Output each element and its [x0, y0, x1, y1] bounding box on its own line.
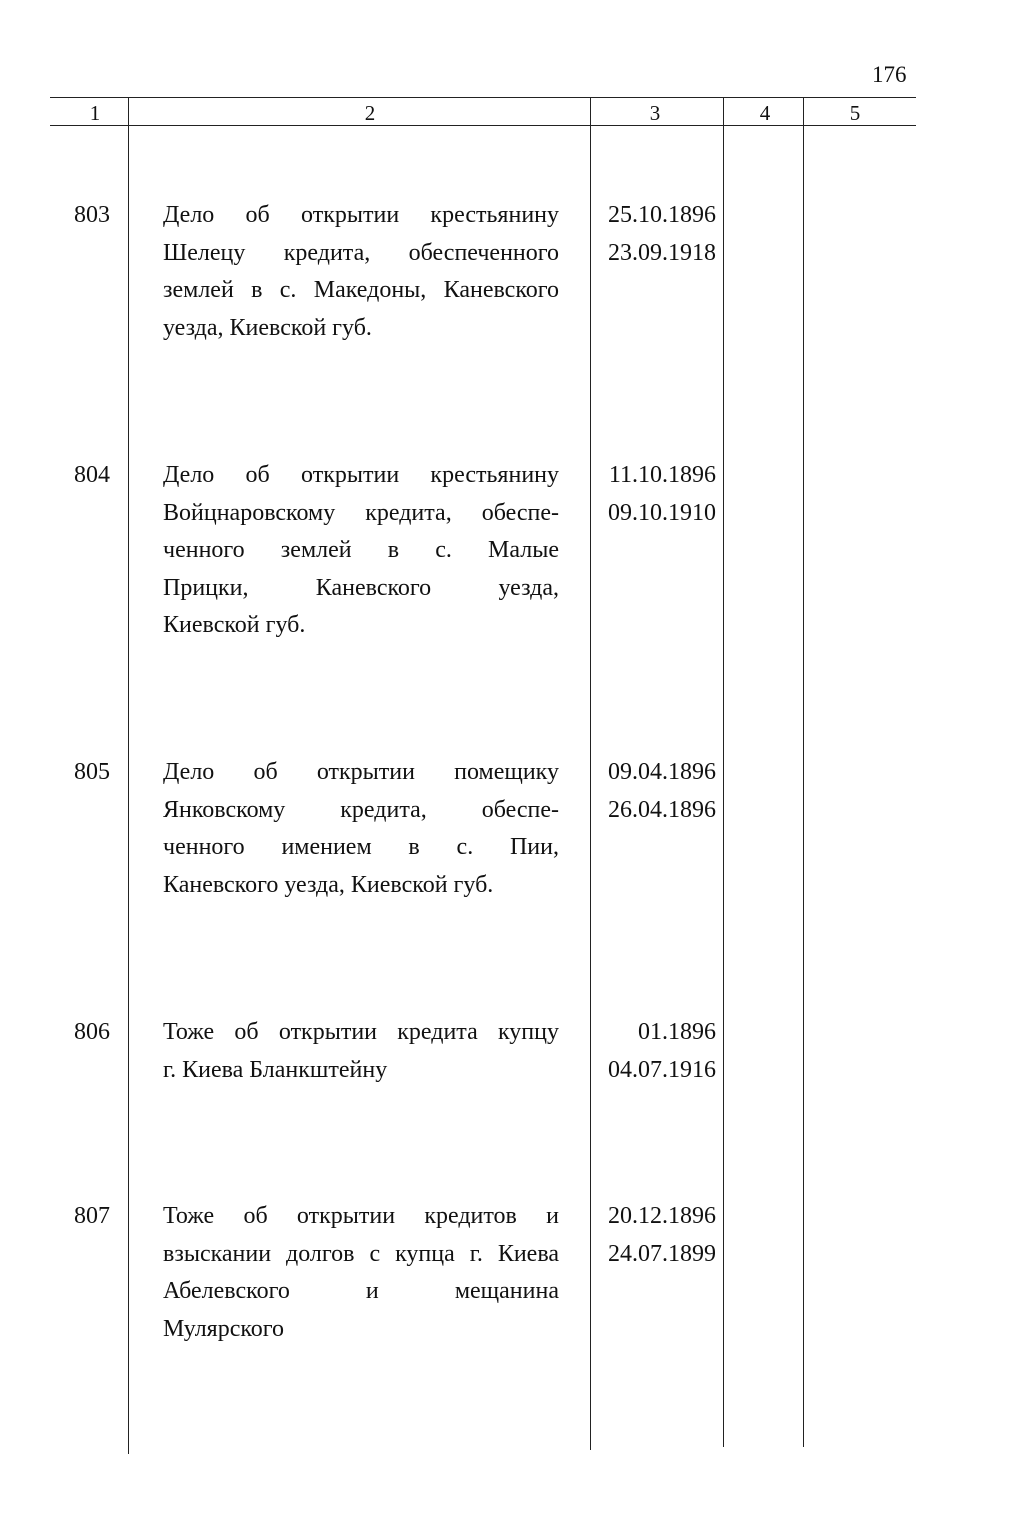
end-date: 26.04.1896 [608, 796, 716, 823]
row-number: 806 [74, 1019, 110, 1045]
column-divider [803, 97, 804, 1447]
start-date: 20.12.1896 [608, 1203, 716, 1229]
column-header-5: 5 [849, 101, 861, 125]
start-date: 09.04.1896 [608, 759, 716, 785]
row-number: 803 [74, 202, 110, 228]
row-dates [592, 197, 716, 272]
row-description [163, 1014, 559, 1089]
table-top-rule [50, 97, 916, 98]
end-date: 09.10.1910 [608, 499, 716, 526]
description-line: Дело об открытии крестьянину [163, 462, 559, 488]
description-line: взыскании долгов с купца г. Киева [163, 1240, 559, 1267]
column-header-3: 3 [649, 101, 661, 125]
end-date: 23.09.1918 [608, 239, 716, 266]
description-line: Янковскому кредита, обеспе- [163, 796, 559, 823]
page-number: 176 [872, 62, 907, 87]
description-line: Прицки, Каневского уезда, [163, 574, 559, 601]
row-number: 807 [74, 1203, 110, 1229]
description-line: Каневского уезда, Киевской губ. [163, 871, 494, 898]
column-header-2: 2 [364, 101, 376, 125]
row-dates [592, 1198, 716, 1273]
description-line: Тоже об открытии кредита купцу [163, 1019, 559, 1045]
description-line: Дело об открытии крестьянину [163, 202, 559, 228]
row-dates [592, 457, 716, 532]
description-line: Войцнаровскому кредита, обеспе- [163, 499, 559, 526]
column-divider [723, 97, 724, 1447]
description-line: ченного имением в с. Пии, [163, 834, 559, 860]
end-date: 04.07.1916 [608, 1056, 716, 1083]
column-header-1: 1 [89, 101, 101, 125]
row-description [163, 197, 559, 347]
description-line: Дело об открытии помещику [163, 759, 559, 785]
row-dates [592, 1014, 716, 1089]
row-number: 805 [74, 759, 110, 785]
description-line: землей в с. Македоны, Каневского [163, 277, 559, 303]
header-bottom-rule [50, 125, 916, 126]
description-line: Шелецу кредита, обеспеченного [163, 239, 559, 266]
row-description [163, 457, 559, 645]
column-divider [128, 97, 129, 1454]
start-date: 11.10.1896 [608, 462, 716, 488]
start-date: 01.1896 [638, 1019, 716, 1045]
description-line: Абелевского и мещанина [163, 1278, 559, 1304]
column-header-4: 4 [759, 101, 771, 125]
row-dates [592, 754, 716, 829]
description-line: Мулярского [163, 1315, 285, 1342]
description-line: уезда, Киевской губ. [163, 314, 372, 341]
description-line: Киевской губ. [163, 612, 306, 638]
start-date: 25.10.1896 [608, 202, 716, 228]
description-line: г. Киева Бланкштейну [163, 1056, 388, 1083]
column-divider [590, 97, 591, 1450]
description-line: ченного землей в с. Малые [163, 537, 559, 563]
row-number: 804 [74, 462, 110, 488]
row-description [163, 754, 559, 904]
description-line: Тоже об открытии кредитов и [163, 1203, 559, 1229]
row-description [163, 1198, 559, 1348]
end-date: 24.07.1899 [608, 1240, 716, 1267]
